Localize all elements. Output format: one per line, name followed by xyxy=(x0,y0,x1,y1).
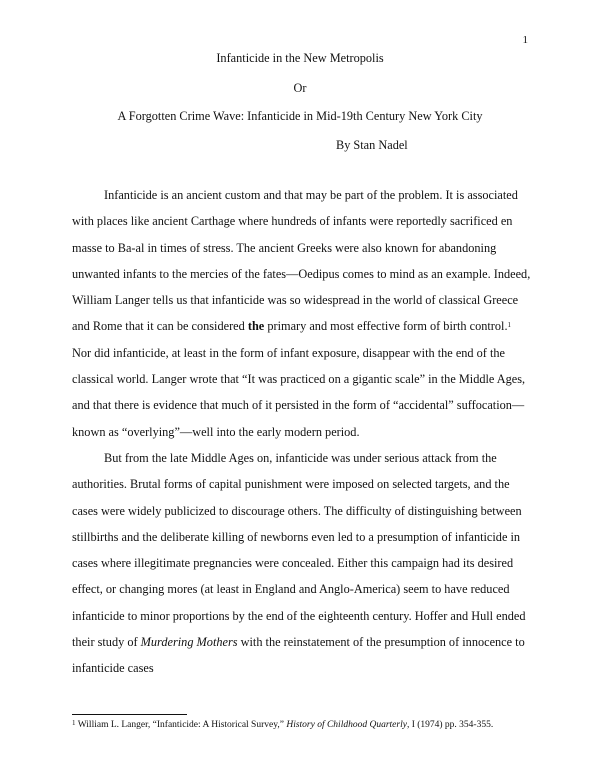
paragraph-1 xyxy=(72,182,532,445)
title-connector: Or xyxy=(293,81,307,95)
footnote-text-a: William L. Langer, “Infanticide: A Historical Survey,” xyxy=(75,720,287,730)
paragraph-2 xyxy=(72,445,532,682)
book-title: Murdering Mothers xyxy=(140,635,238,650)
paragraph-1-text-a: Infanticide is an ancient custom and that may be part of the problem. It is associated with places like ancient Carthage where hundreds of infants were reportedly sacrificed en masse to Ba-al in times of stress. The ancient Greeks were also known for abandoning unwanted infants to the mercies of the fates—Oedipus comes to mind as an example. Indeed, William Langer tells us that infanticide was so widespread in the world of classical Greece and Rome that it can be considered xyxy=(72,188,531,334)
footnote-journal: History of Childhood Quarterly xyxy=(286,720,407,730)
document-title: Infanticide in the New Metropolis xyxy=(216,51,384,65)
paragraph-1-text-b: primary and most effective form of birth control. xyxy=(264,319,508,334)
document-subtitle: A Forgotten Crime Wave: Infanticide in Mid-19th Century New York City xyxy=(117,109,483,123)
paragraph-1-text-c: Nor did infanticide, at least in the form of infant exposure, disappear with the end of the classical world. Langer wrote that “It was practiced on a gigantic scale” in the Middle Ages, and that there is evidence that much of it persisted in the form of “accidental” suffocation—known as “overlying”—well into the early modern period. xyxy=(72,345,526,439)
body-text xyxy=(72,182,532,682)
footnote-divider xyxy=(72,714,187,715)
emphasis-the: the xyxy=(247,319,265,334)
footnote-number: 1 xyxy=(72,719,76,727)
paragraph-2-text-b: with the reinstatement of the presumption of innocence to infanticide cases xyxy=(72,635,525,676)
author-line: By Stan Nadel xyxy=(336,138,408,152)
footnote-reference[interactable]: 1 xyxy=(507,321,512,330)
page-number: 1 xyxy=(522,34,528,46)
footnote xyxy=(72,720,493,730)
paragraph-2-text-a: But from the late Middle Ages on, infanticide was under serious attack from the authorities. Brutal forms of capital punishment were imposed on selected targets, and the cases were widely publicized to discourage others. The difficulty of distinguishing between stillbirths and the deliberate killing of newborns even led to a presumption of infanticide in cases where illegitimate pregnancies were concealed. Either this campaign had its desired effect, or changing mores (at least in England and Anglo-America) seem to have reduced infanticide to minor proportions by the end of the eighteenth century. Hoffer and Hull ended their study of xyxy=(72,450,526,650)
footnote-text-b: , I (1974) pp. 354-355. xyxy=(406,720,494,730)
